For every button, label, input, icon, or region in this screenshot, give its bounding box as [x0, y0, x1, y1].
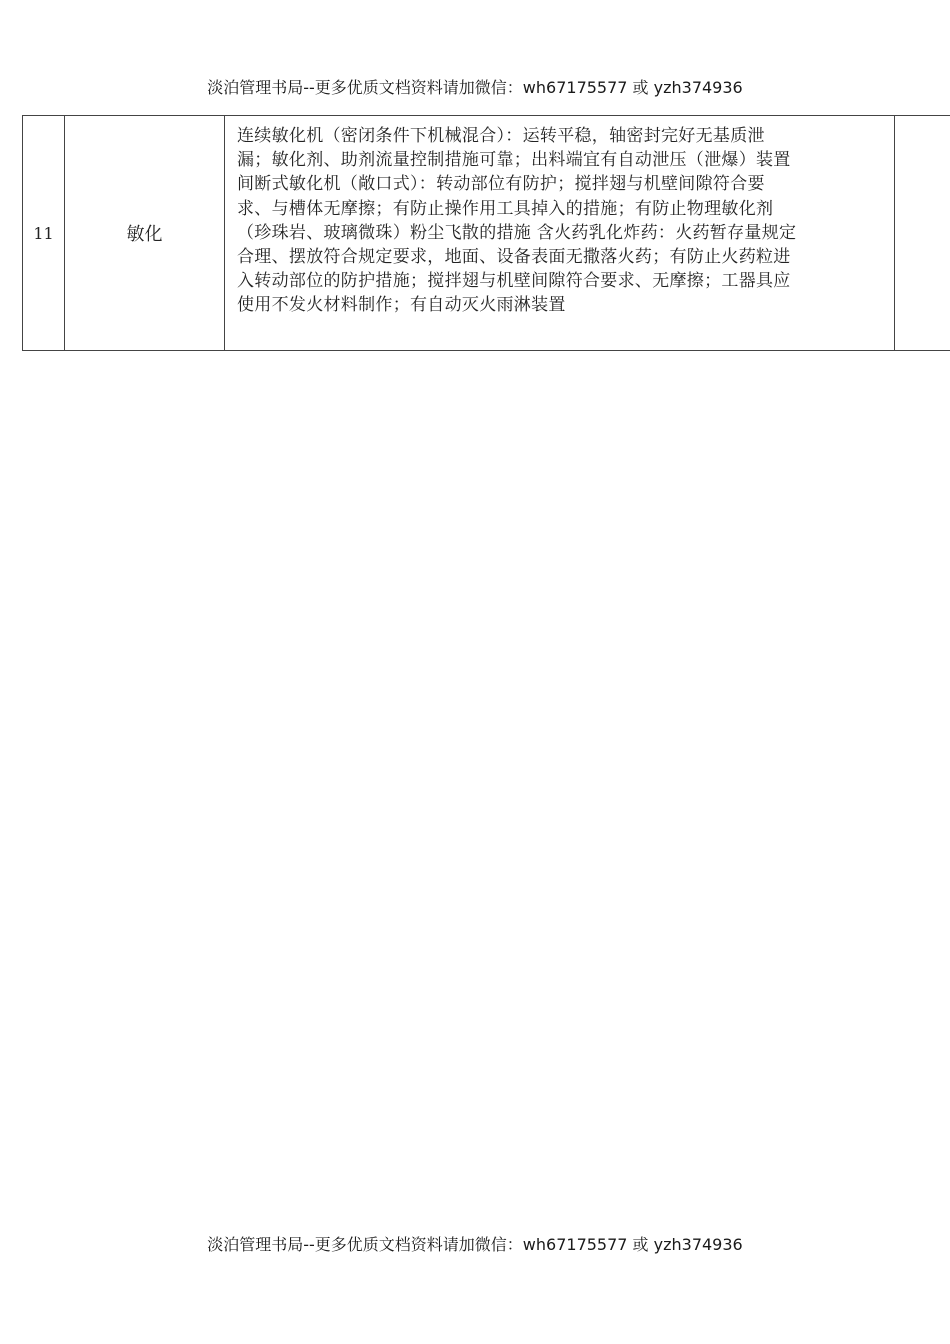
- item-name-cell: 敏化: [65, 116, 225, 351]
- requirement-line: 使用不发火材料制作；有自动灭火雨淋装置: [237, 295, 566, 316]
- requirement-line: 间断式敏化机（敞口式）：转动部位有防护；搅拌翅与机壁间隙符合要: [237, 174, 765, 195]
- requirement-line: 漏；敏化剂、助剂流量控制措施可靠；出料端宜有自动泄压（泄爆）装置: [237, 150, 791, 171]
- row-number-cell: 11: [23, 116, 65, 351]
- inspection-table: [22, 115, 950, 351]
- table-row: [23, 116, 950, 351]
- page-footer: 淡泊管理书局--更多优质文档资料请加微信：wh67175577 或 yzh374936: [207, 1235, 743, 1254]
- requirement-line: 求、与槽体无摩擦；有防止操作用工具掉入的措施；有防止物理敏化剂: [237, 198, 774, 219]
- requirements-cell: [225, 116, 895, 351]
- page-header: 淡泊管理书局--更多优质文档资料请加微信：wh67175577 或 yzh374936: [207, 78, 743, 97]
- remark-cell: [895, 116, 950, 351]
- requirement-line: 合理、摆放符合规定要求，地面、设备表面无撒落火药；有防止火药粒进: [237, 247, 791, 268]
- requirement-line: （珍珠岩、玻璃微珠）粉尘飞散的措施 含火药乳化炸药：火药暂存量规定: [237, 222, 797, 243]
- requirement-line: 连续敏化机（密闭条件下机械混合）：运转平稳，轴密封完好无基质泄: [237, 126, 765, 146]
- requirement-line: 入转动部位的防护措施；搅拌翅与机壁间隙符合要求、无摩擦；工器具应: [237, 271, 791, 292]
